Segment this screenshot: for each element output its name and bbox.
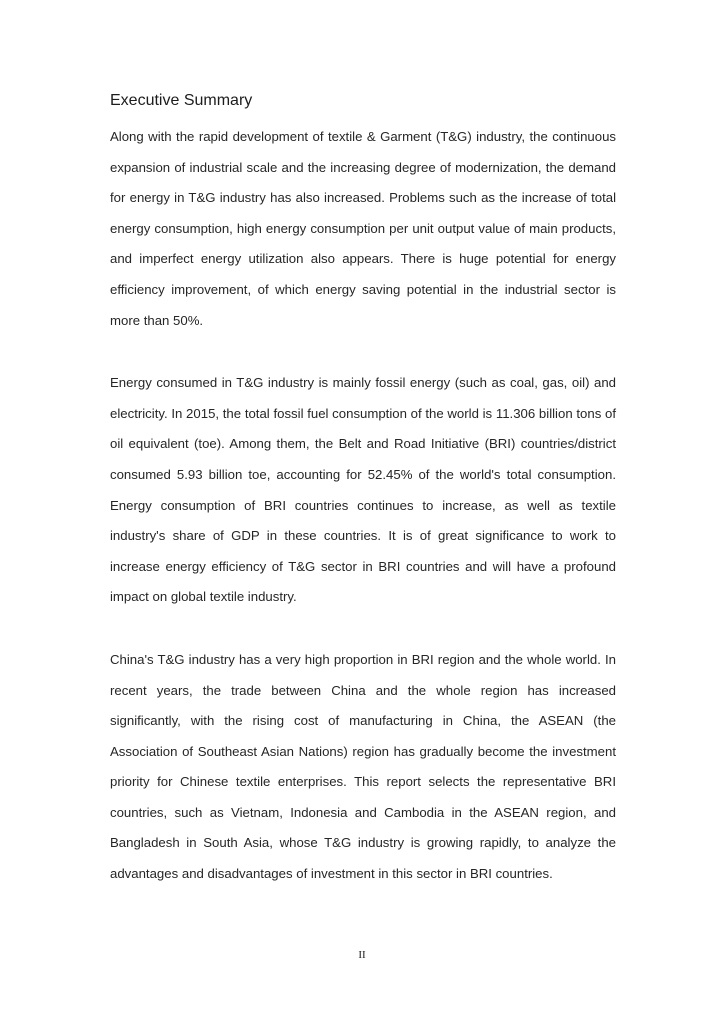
page-content — [110, 88, 616, 890]
paragraph-china-investment: China's T&G industry has a very high proportion in BRI region and the whole world. In recent years, the trade between China and the whole region has increased significantly, with the rising cost of manufacturing in China, the ASEAN (the Association of Southeast Asian Nations) region has gradually become the investment priority for Chinese textile enterprises. This report selects the representative BRI countries, such as Vietnam, Indonesia and Cambodia in the ASEAN region, and Bangladesh in South Asia, whose T&G industry is growing rapidly, to analyze the advantages and disadvantages of investment in this sector in BRI countries. — [110, 651, 616, 882]
paragraph-bri-energy-consumption: Energy consumed in T&G industry is mainly fossil energy (such as coal, gas, oil) and electricity. In 2015, the total fossil fuel consumption of the world is 11.306 billion tons of oil equivalent (toe). Among them, the Belt and Road Initiative (BRI) countries/district consumed 5.93 billion toe, accounting for 52.45% of the world's total consumption. Energy consumption of BRI countries continues to increase, as well as textile industry's share of GDP in these countries. It is of great significance to work to increase energy efficiency of T&G sector in BRI countries and will have a profound impact on global textile industry. — [110, 375, 616, 605]
section-heading: Executive Summary — [110, 92, 253, 109]
page-number: II — [358, 949, 366, 961]
paragraph-tg-energy-demand: Along with the rapid development of textile & Garment (T&G) industry, the continuous expansion of industrial scale and the increasing degree of modernization, the demand for energy in T&G industry has also increased. Problems such as the increase of total energy consumption, high energy consumption per unit output value of main products, and imperfect energy utilization also appears. There is huge potential for energy efficiency improvement, of which energy saving potential in the industrial sector is more than 50%. — [110, 129, 616, 328]
